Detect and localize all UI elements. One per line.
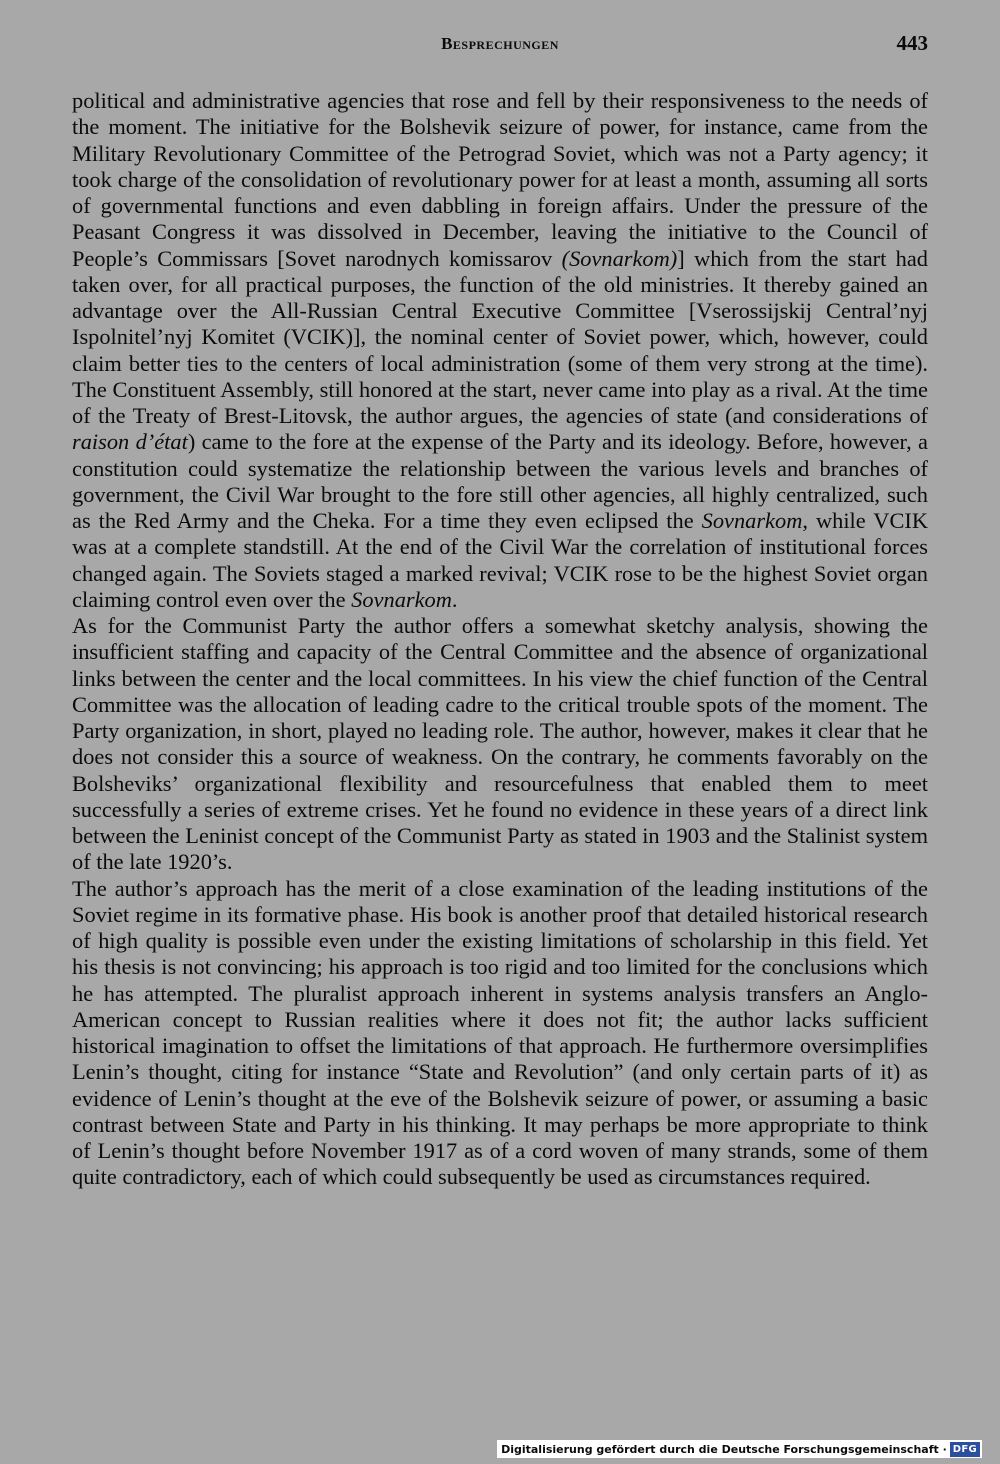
dfg-logo: DFG [950, 1442, 980, 1457]
text-run: The author’s approach has the merit of a close examination of the leading institutions of the Soviet regime in its formative phase. His book is another proof that detailed historical research of high quality is possible even under the existing limitations of scholarship in this field. Yet his thesis is not convincing; his approach is too rigid and too limited for the conclusions which he has attempted. The pluralist approach inherent in systems analysis transfers an Anglo-American concept to Russian realities where it does not fit; the author lacks sufficient historical imagination to offset the limitations of that approach. He furthermore oversimplifies Lenin’s thought, citing for instance “State and Revolution” (and only certain parts of it) as evidence of Lenin’s thought at the eve of the Bolshevik seizure of power, or assuming a basic contrast between State and Party in his thinking. It may perhaps be more appropriate to think of Lenin’s thought before November 1917 as of a cord woven of many strands, some of them quite contradictory, each of which could subsequently be used as circumstances required. [72, 875, 928, 1190]
text-run: ] which from the start had taken over, for all practical purposes, the function of the old ministries. It thereby gained an advantage over the All-Russian Central Executive Committee [Vserossijskij Central’nyj Ispolnitel’nyj Komitet (VCIK)], the nominal center of Soviet power, which, however, could claim better ties to the centers of local administration (some of them very strong at the time). The Constituent Assembly, still honored at the start, never came into play as a rival. At the time of the Treaty of Brest-Litovsk, the author argues, the agencies of state (and considerations of [72, 245, 928, 428]
running-header [72, 31, 928, 62]
italic-run: Sovnarkom [351, 586, 452, 612]
body-text [72, 88, 928, 1191]
italic-run: (Sovnarkom) [561, 245, 678, 271]
text-run: , while VCIK was at a complete standstill. At the end of the Civil War the correlation of institutional forces changed again. The Soviets staged a marked revival; VCIK rose to be the highest Soviet organ claiming control even over the [72, 508, 928, 612]
text-run: ) came to the fore at the expense of the Party and its ideology. Before, however, a constitution could systematize the relationship between the various levels and branches of government, the Civil War brought to the fore still other agencies, all highly centralized, such as the Red Army and the Cheka. For a time they even eclipsed the [72, 429, 928, 533]
text-run: . [451, 586, 458, 612]
italic-run: raison d’état [72, 429, 188, 455]
funding-note: Digitalisierung gefördert durch die Deutsche Forschungsgemeinschaft · [501, 1442, 947, 1456]
text-run: political and administrative agencies that rose and fell by their responsiveness to the needs of the moment. The initiative for the Bolshevik seizure of power, for instance, came from the Military Revolutionary Committee of the Petrograd Soviet, which was not a Party agency; it took charge of the consolidation of revolutionary power for at least a month, assuming all sorts of governmental functions and even dabbling in foreign affairs. Under the pressure of the Peasant Congress it was dissolved in December, leaving the initiative to the Council of People’s Commissars [Sovet narodnych komissarov [72, 88, 928, 271]
paragraph-3 [72, 876, 928, 1191]
page-number: 443 [896, 31, 928, 55]
text-run: As for the Communist Party the author offers a somewhat sketchy analysis, showing the insufficient staffing and capacity of the Central Committee and the absence of organizational links between the center and the local committees. In his view the chief function of the Central Committee was the allocation of leading cadre to the critical trouble spots of the moment. The Party organization, in short, played no leading role. The author, however, makes it clear that he does not consider this a source of weakness. On the contrary, he comments favorably on the Bolsheviks’ organizational flexibility and resourcefulness that enabled them to meet successfully a series of extreme crises. Yet he found no evidence in these years of a direct link between the Leninist concept of the Communist Party as stated in 1903 and the Stalinist system of the late 1920’s. [72, 613, 928, 875]
paragraph-1 [72, 88, 928, 613]
running-title: Besprechungen [441, 34, 559, 53]
italic-run: Sovnarkom [701, 508, 803, 533]
paragraph-2 [72, 613, 928, 876]
digitization-footer [497, 1440, 982, 1458]
